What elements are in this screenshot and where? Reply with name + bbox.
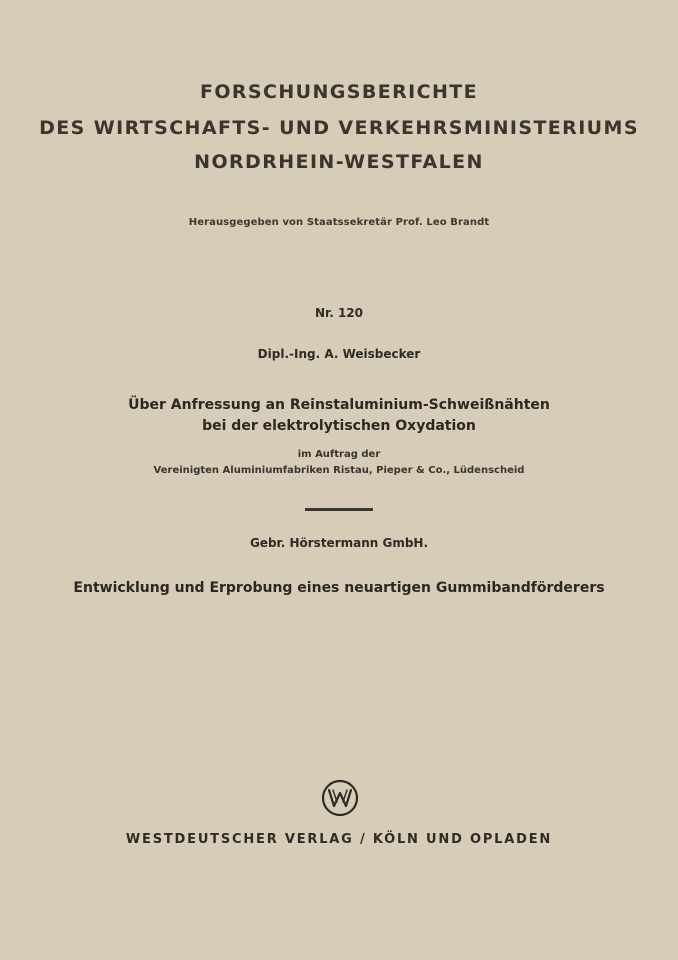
series-title-line-2: DES WIRTSCHAFTS- UND VERKEHRSMINISTERIUMS [39, 117, 639, 139]
report-title-line-1: Über Anfressung an Reinstaluminium-Schweißnähten [128, 397, 550, 413]
second-report-title: Entwicklung und Erprobung eines neuartigen Gummibandförderers [73, 580, 605, 596]
author-name: Dipl.-Ing. A. Weisbecker [257, 347, 421, 361]
commission-line-2: Vereinigten Aluminiumfabriken Ristau, Pieper & Co., Lüdenscheid [153, 465, 525, 476]
volume-number: Nr. 120 [314, 306, 364, 320]
editor-line: Herausgegeben von Staatssekretär Prof. Leo Brandt [188, 217, 490, 228]
publisher-line: WESTDEUTSCHER VERLAG / KÖLN UND OPLADEN [125, 832, 553, 847]
series-title-line-3: NORDRHEIN-WESTFALEN [194, 151, 484, 173]
section-divider [305, 508, 373, 511]
commission-line-1: im Auftrag der [297, 449, 381, 460]
publisher-logo-icon [320, 778, 360, 818]
series-title-line-1: FORSCHUNGSBERICHTE [199, 81, 479, 103]
report-title-line-2: bei der elektrolytischen Oxydation [202, 418, 476, 434]
company-name: Gebr. Hörstermann GmbH. [249, 536, 429, 550]
